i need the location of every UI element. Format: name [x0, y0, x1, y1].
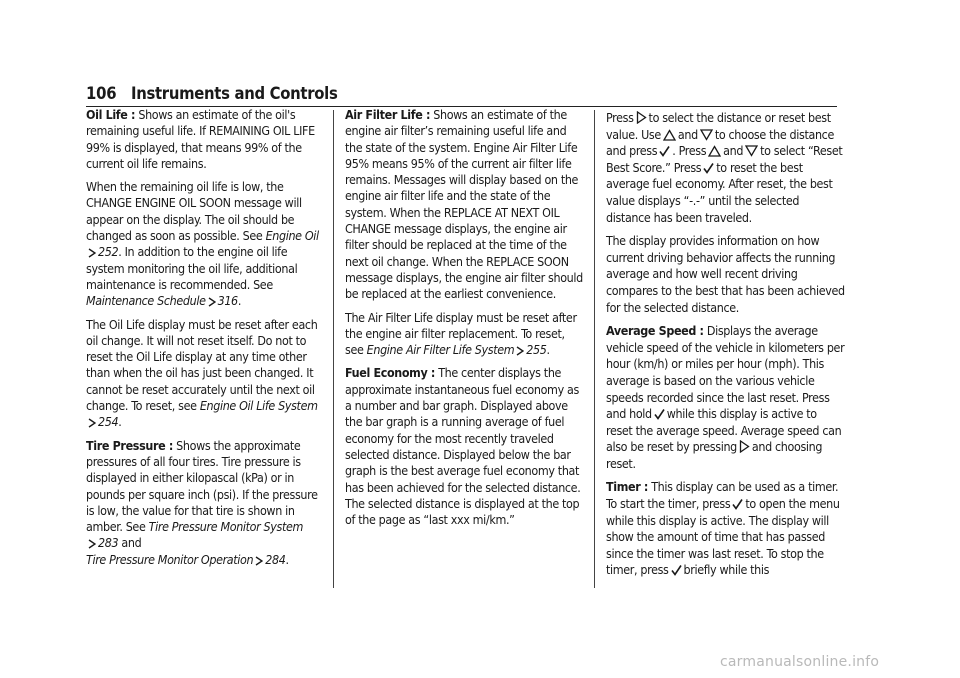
- reset-best-paragraph: Press to select the distance or reset best value. Use and to choose the distance and press . Press and to select “Reset Best Score.” Press to reset the best average fuel economy. After reset, the best value displays “-.-” until the selected distance has been traveled.: [606, 110, 843, 225]
- tire-pressure-monitor-system-link[interactable]: Tire Pressure Monitor System: [148, 519, 304, 535]
- page-number: 106: [86, 84, 117, 103]
- watermark: carmanualsonline.info: [720, 654, 880, 670]
- tire-pressure-label: Tire Pressure :: [86, 437, 173, 453]
- oil-life-low-paragraph: When the remaining oil life is low, the CHANGE ENGINE OIL SOON message will appear on the display. The oil should be changed as soon as possible. See Engine Oil 252. In addition to the engine oil life system monitoring the oil life, additional maintenance is recommended. See Maintenance Schedule 316.: [86, 179, 319, 309]
- average-speed-label: Average Speed :: [606, 323, 704, 339]
- page-header: [86, 84, 837, 107]
- oil-life-label: Oil Life :: [86, 107, 136, 122]
- tire-pressure-paragraph: Tire Pressure : Shows the approximate pressures of all four tires. Tire pressure is displayed in either kilopascal (kPa) or in pounds per square inch (psi). If the pressure is low, the value for that tire is shown in amber. See Tire Pressure Monitor System 283 and Tire Pressure Monitor Operation 284.: [86, 437, 318, 567]
- page-ref-icon: [88, 248, 96, 258]
- oil-life-reset-paragraph: The Oil Life display must be reset after each oil change. It will not reset itself. Do not to reset the Oil Life display at any time other than when the oil has just been changed. It cannot be reset accurately until the next oil change. To reset, see Engine Oil Life System 254.: [86, 316, 318, 430]
- timer-label: Timer :: [606, 479, 648, 495]
- engine-oil-life-system-link[interactable]: Engine Oil Life System: [199, 398, 318, 414]
- triangle-up-icon: [663, 129, 676, 141]
- page-ref-icon: [88, 539, 96, 549]
- column-divider: [594, 110, 595, 588]
- air-filter-paragraph: Air Filter Life : Shows an estimate of the engine air filter’s remaining useful life and the state of the system. Engine Air Filter Life 95% means 95% of the current air filter life remains. Messages will display based on the engine air filter life and the state of the system. When the REPLACE AT NEXT OIL CHANGE message displays, the engine air filter should be replaced at the time of the next oil change. When the REPLACE SOON message displays, the engine air filter should be replaced at the earliest convenience.: [345, 107, 583, 302]
- triangle-up-icon: [708, 145, 721, 157]
- page-ref-icon: [516, 346, 524, 356]
- checkmark-icon: [659, 145, 670, 157]
- checkmark-icon: [732, 498, 743, 510]
- triangle-down-icon: [700, 129, 713, 141]
- triangle-down-icon: [745, 145, 758, 157]
- checkmark-icon: [671, 564, 682, 576]
- triangle-right-icon: [636, 111, 647, 124]
- fuel-economy-paragraph: Fuel Economy : The center displays the approximate instantaneous fuel economy as a number and bar graph. Displayed above the bar graph is a running average of fuel economy for the most recently traveled selected distance. Displayed below the bar graph is the best average fuel economy that has been achieved for the selected distance. The selected distance is displayed at the top of the page as “last xxx mi/km.”: [345, 365, 581, 528]
- checkmark-icon: [703, 162, 714, 174]
- page-ref-icon: [255, 556, 263, 566]
- tire-pressure-monitor-operation-link[interactable]: Tire Pressure Monitor Operation: [86, 551, 254, 567]
- engine-air-filter-life-system-link[interactable]: Engine Air Filter Life System: [366, 342, 515, 358]
- fuel-economy-label: Fuel Economy :: [345, 365, 435, 381]
- column-1: [86, 107, 326, 575]
- column-3: [606, 110, 846, 586]
- maintenance-schedule-link[interactable]: Maintenance Schedule: [86, 293, 206, 309]
- air-filter-label: Air Filter Life :: [345, 107, 431, 122]
- driving-behavior-paragraph: The display provides information on how current driving behavior affects the running average and how well recent driving compares to the best that has been achieved for the selected distance.: [606, 233, 845, 315]
- timer-paragraph: Timer : This display can be used as a timer. To start the timer, press to open the menu while this display is active. The display will show the amount of time that has passed since the timer was last reset. To stop the timer, press briefly while this: [606, 479, 840, 578]
- column-divider: [333, 110, 334, 588]
- engine-oil-link[interactable]: Engine Oil: [265, 228, 319, 244]
- page-ref-icon: [208, 297, 216, 307]
- oil-life-paragraph: Oil Life : Shows an estimate of the oil's remaining useful life. If REMAINING OIL LIFE 99% is displayed, that means 99% of the current oil life remains.: [86, 107, 315, 171]
- column-2: [345, 107, 585, 535]
- section-title: Instruments and Controls: [130, 84, 338, 103]
- triangle-right-icon: [739, 440, 750, 453]
- air-filter-reset-paragraph: The Air Filter Life display must be reset after the engine air filter replacement. To reset, see Engine Air Filter Life System 255.: [345, 309, 577, 358]
- average-speed-paragraph: Average Speed : Displays the average vehicle speed of the vehicle in kilometers per hour (km/h) or miles per hour (mph). This average is based on the various vehicle speeds recorded since the last reset. Press and hold while this display is active to reset the average speed. Average speed can also be reset by pressing and choosing reset.: [606, 323, 845, 471]
- page-ref-icon: [88, 418, 96, 428]
- checkmark-icon: [654, 408, 665, 420]
